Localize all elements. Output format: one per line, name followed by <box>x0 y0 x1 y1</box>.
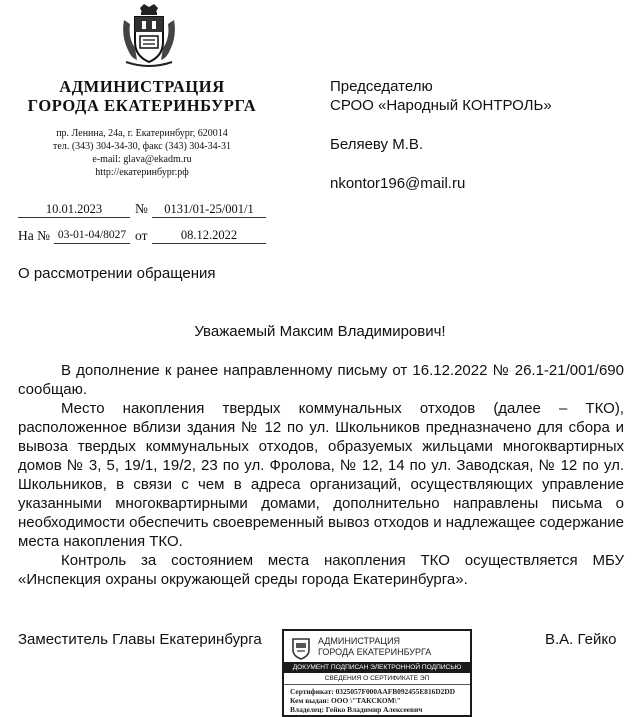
body-paragraph-3: Контроль за состоянием места накопления ТКО осуществляется МБУ «Инспекция охраны окружающей среды города Екатеринбурга». <box>18 552 624 588</box>
coat-of-arms-icon <box>118 2 180 68</box>
recipient-name: Беляеву М.В. <box>330 136 424 153</box>
org-site: http://екатеринбург.рф <box>95 167 189 178</box>
reference-number: 03-01-04/8027 <box>54 227 130 244</box>
stamp-subtitle: СВЕДЕНИЯ О СЕРТИФИКАТЕ ЭП <box>284 674 470 685</box>
stamp-emblem-icon <box>290 636 312 660</box>
outgoing-date: 10.01.2023 <box>18 201 130 218</box>
letter-greeting: Уважаемый Максим Владимирович! <box>194 323 446 340</box>
reference-date: 08.12.2022 <box>152 227 266 244</box>
outgoing-number: 0131/01-25/001/1 <box>152 201 266 218</box>
stamp-details <box>290 687 455 714</box>
recipient-email: nkontor196@mail.ru <box>330 175 466 192</box>
org-name-line2: ГОРОДА ЕКАТЕРИНБУРГА <box>27 96 257 115</box>
stamp-org-line1: АДМИНИСТРАЦИЯ <box>318 636 401 646</box>
recipient-organization: СРОО «Народный КОНТРОЛЬ» <box>330 97 552 114</box>
reference-from-label: от <box>135 228 148 243</box>
body-paragraph-1: В дополнение к ранее направленному письму от 16.12.2022 № 26.1-21/001/690 сообщаю. <box>18 362 624 398</box>
stamp-title: ДОКУМЕНТ ПОДПИСАН ЭЛЕКТРОННОЙ ПОДПИСЬЮ <box>284 662 470 673</box>
org-phone: тел. (343) 304-34-30, факс (343) 304-34-31 <box>53 141 231 152</box>
number-label: № <box>135 201 148 216</box>
electronic-signature-stamp <box>282 629 472 717</box>
letter-subject: О рассмотрении обращения <box>18 265 216 282</box>
letter-body <box>18 361 624 589</box>
org-address: пр. Ленина, 24а, г. Екатеринбург, 620014 <box>56 128 228 139</box>
stamp-org-line2: ГОРОДА ЕКАТЕРИНБУРГА <box>318 647 432 657</box>
stamp-owner: Владелец: Гейко Владимир Алексеевич <box>290 705 423 714</box>
stamp-issuer: Кем выдан: ООО \"ТАКСКОМ\" <box>290 696 401 705</box>
reference-label: На № <box>18 228 50 243</box>
recipient-position: Председателю <box>330 78 433 95</box>
org-name-line1: АДМИНИСТРАЦИЯ <box>59 77 225 96</box>
org-email: e-mail: glava@ekadm.ru <box>92 154 192 165</box>
body-paragraph-2: Место накопления твердых коммунальных отходов (далее – ТКО), расположенное вблизи здания № 12 по ул. Школьников предназначено для сбора и вывоза твердых коммунальных отходов, образуемых жильцами многоквартирных домов № 3, 5, 19/1, 19/2, 23 по ул. Фролова, № 12, 14 по ул. Заводская, № 12 по ул. Школьников, в связи с чем в адреса организаций, осуществляющих управление указанными многоквартирными домами, дополнительно направлены письма о необходимости обеспечить своевременный вывоз отходов и надлежащее содержание места накопления ТКО. <box>18 400 624 550</box>
signer-position: Заместитель Главы Екатеринбурга <box>18 631 262 648</box>
stamp-certificate: Сертификат: 0325057F000AAFB092455E816D2DD <box>290 687 456 696</box>
signer-name: В.А. Гейко <box>545 631 617 648</box>
stamp-org <box>318 636 431 658</box>
